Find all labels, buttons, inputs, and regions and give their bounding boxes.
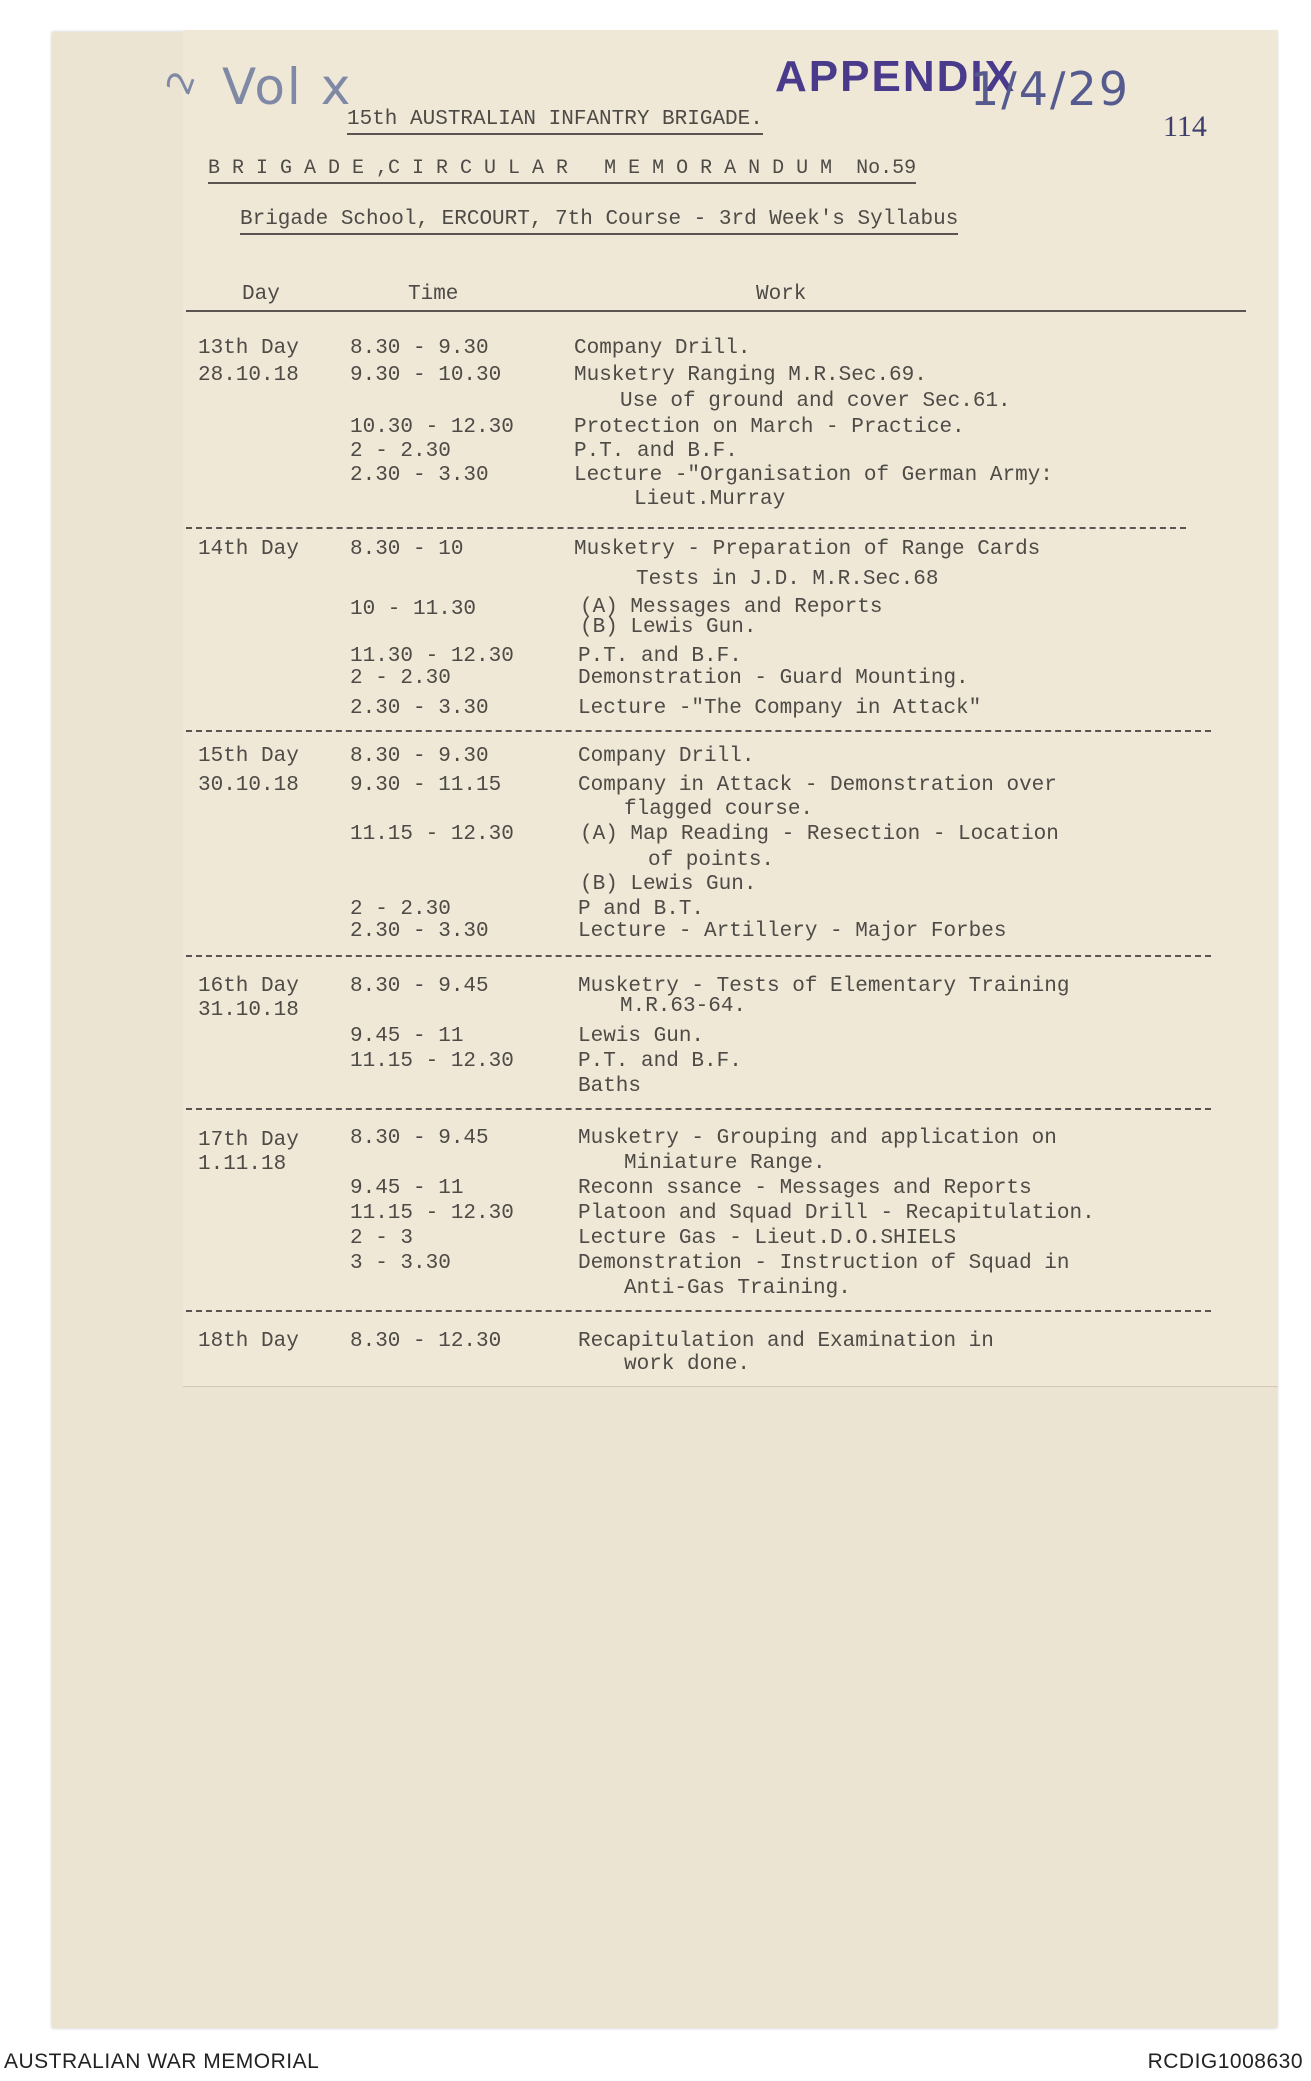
pencil-volume-mark: Vol x	[222, 58, 353, 116]
row-work: Musketry - Grouping and application on	[578, 1127, 1057, 1150]
row-time: 9.30 - 10.30	[350, 364, 502, 387]
row-work: Recapitulation and Examination in	[578, 1330, 994, 1353]
row-work: Lieut.Murray	[634, 488, 786, 511]
row-time: 9.45 - 11	[350, 1177, 464, 1200]
row-time: 2 - 2.30	[350, 898, 451, 921]
row-work: P and B.T.	[578, 898, 705, 921]
column-day: Day	[242, 283, 280, 306]
row-work: (A) Messages and Reports	[580, 596, 883, 619]
appendix-stamp: APPENDIX	[775, 52, 1016, 101]
row-work: (B) Lewis Gun.	[580, 616, 757, 639]
row-work: Demonstration - Instruction of Squad in	[578, 1252, 1070, 1275]
row-work: Demonstration - Guard Mounting.	[578, 667, 969, 690]
row-work: Lecture -"Organisation of German Army:	[574, 464, 1053, 487]
row-work: P.T. and B.F.	[578, 645, 742, 668]
row-work: Tests in J.D. M.R.Sec.68	[636, 568, 939, 591]
day-label: 13th Day	[198, 337, 299, 360]
pencil-mark-left: 2	[158, 64, 205, 100]
row-time: 11.30 - 12.30	[350, 645, 514, 668]
day-date: 30.10.18	[198, 774, 299, 797]
row-work: Lecture - Artillery - Major Forbes	[578, 920, 1007, 943]
day-label: 17th Day	[198, 1129, 299, 1152]
column-time: Time	[408, 283, 459, 306]
row-time: 2.30 - 3.30	[350, 697, 489, 720]
row-time: 8.30 - 9.30	[350, 745, 489, 768]
row-time: 2 - 2.30	[350, 440, 451, 463]
row-time: 8.30 - 9.45	[350, 1127, 489, 1150]
day-label: 18th Day	[198, 1330, 299, 1353]
row-time: 11.15 - 12.30	[350, 1050, 514, 1073]
day-divider	[186, 527, 1186, 529]
row-work: flagged course.	[624, 798, 814, 821]
day-date: 28.10.18	[198, 364, 299, 387]
row-work: P.T. and B.F.	[578, 1050, 742, 1073]
day-label: 15th Day	[198, 745, 299, 768]
pencil-reference-mark: 1/4/29	[970, 62, 1131, 116]
day-date: 31.10.18	[198, 999, 299, 1022]
row-time: 8.30 - 12.30	[350, 1330, 502, 1353]
row-time: 10.30 - 12.30	[350, 416, 514, 439]
row-time: 8.30 - 10	[350, 538, 464, 561]
footer-source: AUSTRALIAN WAR MEMORIAL	[4, 2050, 320, 2073]
row-time: 9.45 - 11	[350, 1025, 464, 1048]
row-time: 8.30 - 9.30	[350, 337, 489, 360]
row-work: M.R.63-64.	[620, 995, 747, 1018]
day-divider	[186, 730, 1211, 732]
row-work: Company Drill.	[574, 337, 751, 360]
row-time: 2.30 - 3.30	[350, 464, 489, 487]
row-time: 8.30 - 9.45	[350, 975, 489, 998]
row-work: Musketry Ranging M.R.Sec.69.	[574, 364, 927, 387]
row-work: (B) Lewis Gun.	[580, 873, 757, 896]
brigade-heading: 15th AUSTRALIAN INFANTRY BRIGADE.	[347, 108, 763, 131]
row-time: 11.15 - 12.30	[350, 823, 514, 846]
footer-reference: RCDIG1008630	[1147, 2050, 1303, 2073]
row-time: 11.15 - 12.30	[350, 1202, 514, 1225]
day-label: 16th Day	[198, 975, 299, 998]
column-work: Work	[756, 283, 807, 306]
row-work: Baths	[578, 1075, 642, 1098]
row-work: Miniature Range.	[624, 1152, 826, 1175]
row-work: Lecture -"The Company in Attack"	[578, 697, 982, 720]
row-work: Musketry - Preparation of Range Cards	[574, 538, 1041, 561]
row-work: Lecture Gas - Lieut.D.O.SHIELS	[578, 1227, 957, 1250]
row-time: 9.30 - 11.15	[350, 774, 502, 797]
row-work: Protection on March - Practice.	[574, 416, 965, 439]
row-work: Reconn ssance - Messages and Reports	[578, 1177, 1032, 1200]
row-work: Musketry - Tests of Elementary Training	[578, 975, 1070, 998]
row-time: 2 - 2.30	[350, 667, 451, 690]
row-work: work done.	[624, 1353, 751, 1376]
row-work: P.T. and B.F.	[574, 440, 738, 463]
row-time: 10 - 11.30	[350, 598, 477, 621]
row-work: Platoon and Squad Drill - Recapitulation.	[578, 1202, 1095, 1225]
row-work: Company in Attack - Demonstration over	[578, 774, 1057, 797]
row-work: Company Drill.	[578, 745, 755, 768]
day-divider	[186, 1310, 1211, 1312]
day-date: 1.11.18	[198, 1153, 287, 1176]
row-time: 2 - 3	[350, 1227, 414, 1250]
folio-number: 114	[1163, 110, 1207, 143]
row-time: 3 - 3.30	[350, 1252, 451, 1275]
row-work: Lewis Gun.	[578, 1025, 705, 1048]
header-rule	[186, 310, 1246, 312]
row-work: of points.	[648, 849, 775, 872]
memo-title: B R I G A D E ,C I R C U L A R M E M O R A N D U M No.59	[208, 157, 916, 180]
row-work: Use of ground and cover Sec.61.	[620, 390, 1011, 413]
row-work: (A) Map Reading - Resection - Location	[580, 823, 1059, 846]
syllabus-subtitle: Brigade School, ERCOURT, 7th Course - 3rd Week's Syllabus	[240, 208, 958, 231]
day-label: 14th Day	[198, 538, 299, 561]
row-time: 2.30 - 3.30	[350, 920, 489, 943]
day-divider	[186, 955, 1211, 957]
row-work: Anti-Gas Training.	[624, 1277, 851, 1300]
day-divider	[186, 1108, 1211, 1110]
